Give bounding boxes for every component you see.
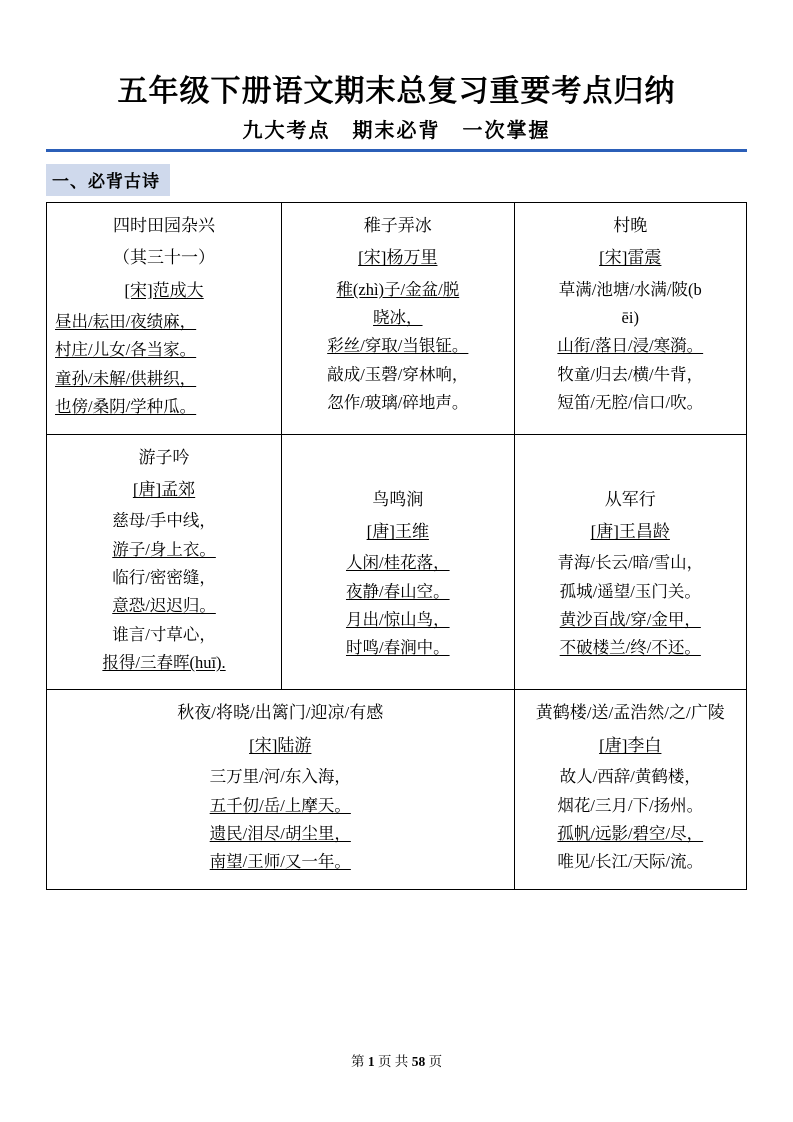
poem-title: 四时田园杂兴 [113,216,216,235]
poem-line: 黄沙百战/穿/金甲， [559,609,701,629]
poem-line: 遗民/泪尽/胡尘里， [209,823,351,843]
poem-title: 游子吟 [138,447,190,467]
poem-line: 烟花/三月/下/扬州。 [557,795,704,815]
poem-cell-huanghelou [514,690,746,889]
poem-cell-zhizinongbing [282,203,514,435]
page-footer [0,1050,793,1070]
poem-body [290,549,505,663]
poem-table [46,202,747,890]
poem-author: [宋]雷震 [599,248,662,268]
footer-prefix: 第 [350,1054,365,1069]
footer-middle: 页 共 [377,1054,409,1069]
poem-line: 南望/王师/又一年。 [209,852,351,872]
poem-line: 唯见/长江/天际/流。 [557,852,704,872]
poem-line: 谁言/寸草心， [112,624,216,644]
poem-title: 鸟鸣涧 [372,489,424,509]
poem-cell-qiuyejiangxiao [47,690,515,889]
poem-cell-cunwan [514,203,746,435]
poem-line: 村庄/儿女/各当家。 [55,340,197,360]
poem-line: 游子/身上衣。 [112,539,216,559]
footer-page-number: 1 [367,1054,375,1069]
poem-line: 孤城/遥望/玉门关。 [559,581,701,601]
poem-line: 山衔/落日/浸/寒漪。 [557,336,704,356]
poem-line: 稚(zhì)子/金盆/脱 [336,279,460,299]
poem-line: 人闲/桂花落， [345,553,450,573]
poem-title: 村晚 [613,216,648,235]
poem-body [523,549,738,663]
poem-author: [宋]杨万里 [358,248,438,268]
page-title: 五年级下册语文期末总复习重要考点归纳 [117,75,676,108]
title-divider [46,149,747,152]
poem-title: 黄鹤楼/送/孟浩然/之/广陵 [535,703,725,723]
table-row [47,434,747,690]
poem-author: [唐]孟郊 [132,479,196,499]
poem-title: 秋夜/将晓/出篱门/迎凉/有感 [177,703,384,723]
poem-body [55,763,506,877]
poem-line: 故人/西辞/黄鹤楼， [559,767,701,787]
poem-line: 童孙/未解/供耕织， [55,368,197,388]
page-subtitle: 九大考点 期末必背 一次掌握 [242,120,551,142]
poem-line: 月出/惊山鸟， [345,609,450,629]
poem-cell-youziyin [47,434,282,690]
poem-cell-niaomingjian [282,434,514,690]
poem-line: 昼出/耘田/夜绩麻， [55,312,197,332]
poem-author: [唐]王昌龄 [590,521,670,541]
poem-line: 意恐/迟迟归。 [112,596,216,616]
poem-line: 晓冰， [373,308,423,328]
footer-total-pages: 58 [411,1054,426,1069]
poem-body [55,507,273,677]
poem-title: 从军行 [604,489,656,509]
poem-line: 临行/密密缝， [112,567,216,587]
poem-line: 五千仞/岳/上摩天。 [209,795,351,815]
poem-body [290,276,505,418]
poem-line: 忽作/玻璃/碎地声。 [327,393,469,413]
poem-line: 牧童/归去/横/牛背， [557,364,704,384]
poem-line: 也傍/桑阴/学种瓜。 [55,397,197,417]
poem-line: 慈母/手中线， [112,511,216,531]
poem-line: 不破楼兰/终/不还。 [559,638,701,658]
poem-line: 彩丝/穿取/当银钲。 [327,336,469,356]
table-row [47,203,747,435]
poem-line: 三万里/河/东入海， [209,767,351,787]
poem-author: [宋]范成大 [124,280,204,300]
poem-cell-congjunxing [514,434,746,690]
poem-line: 孤帆/远影/碧空/尽， [557,823,704,843]
poem-cell-sishitianyuanzaxing [47,203,282,435]
poem-title: 稚子弄冰 [363,216,432,235]
poem-author: [宋]陆游 [249,735,312,755]
section-heading: 一、必背古诗 [46,164,170,196]
table-row [47,690,747,889]
poem-body [523,763,738,877]
poem-title-sub: （其三十一） [113,248,216,268]
poem-line: 短笛/无腔/信口/吹。 [557,393,704,413]
poem-line: ēi) [621,308,639,328]
poem-line: 敲成/玉磬/穿林响， [327,364,469,384]
poem-line: 夜静/春山空。 [345,581,450,601]
poem-line: 时鸣/春涧中。 [345,638,450,658]
footer-suffix: 页 [428,1054,443,1069]
poem-body [523,276,738,418]
poem-author: [唐]王维 [366,521,429,541]
poem-body [55,308,273,422]
poem-line: 青海/长云/暗/雪山， [557,553,704,573]
poem-line: 报得/三春晖(huī). [102,653,226,673]
poem-line: 草满/池塘/水满/陂(b [558,279,702,299]
poem-author: [唐]李白 [599,735,662,755]
